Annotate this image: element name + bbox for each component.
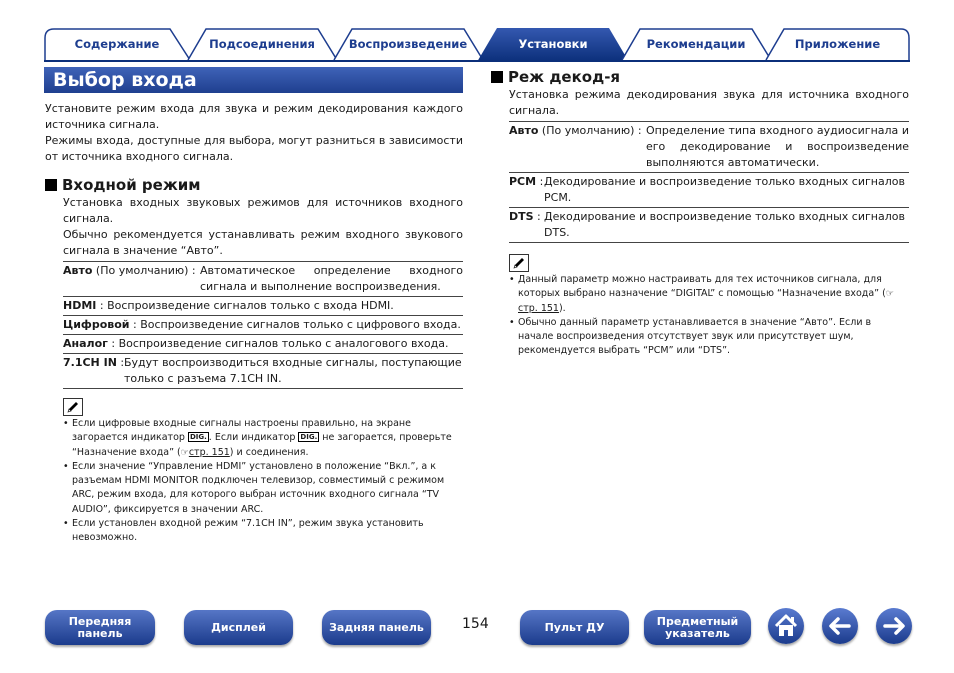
note-text: Если цифровые входные сигналы настроены правильно, на экране загорается индикатор [72, 418, 411, 444]
input-mode-title: Входной режим [62, 176, 201, 194]
page-title: Выбор входа [53, 69, 197, 91]
pointing-hand-icon: ☞ [180, 447, 189, 458]
note-text: . Если индикатор [208, 432, 299, 444]
tab-appendix[interactable] [765, 28, 910, 60]
input-mode-paragraph-2: Обычно рекомендуется устанавливать режим входного звукового сигнала в значение “Авто”. [63, 228, 463, 257]
table-row [63, 353, 463, 389]
option-description: Декодирование и воспроизведение только входных сигналов DTS. [544, 210, 905, 239]
page-reference-link[interactable]: стр. 151 [518, 302, 559, 314]
page-title-bar [44, 67, 463, 93]
back-arrow-icon [822, 608, 858, 644]
decode-mode-table [509, 121, 909, 243]
tab-playback-label: Воспроизведение [348, 37, 468, 51]
table-row [63, 334, 463, 353]
home-icon [768, 608, 804, 644]
option-description: Будут воспроизводиться входные сигналы, поступающие только с разъема 7.1CH IN. [124, 356, 462, 385]
front-panel-button[interactable] [45, 610, 155, 645]
decode-mode-heading [491, 68, 620, 86]
table-row [509, 172, 909, 207]
pointing-hand-icon: ☞ [885, 289, 894, 300]
decode-mode-title: Реж декод-я [508, 68, 621, 86]
intro-paragraph-1: Установите режим входа для звука и режим декодирования каждого источника сигнала. [45, 102, 463, 131]
tab-recommendations-label: Рекомендации [646, 37, 746, 51]
remote-label: Пульт ДУ [544, 620, 605, 634]
note-text: не загорается, проверьте “Назначение входа” ( [72, 432, 452, 458]
rear-panel-label: Задняя панель [329, 620, 424, 634]
remote-button[interactable] [520, 610, 629, 645]
option-key: PCM [509, 175, 537, 188]
note-text: ) и соединения. [229, 446, 309, 458]
note-text: Если установлен входной режим “7.1CH IN”, режим звука установить невозможно. [72, 518, 424, 544]
tab-connections[interactable] [187, 28, 337, 60]
table-row [509, 207, 909, 243]
note-item [509, 316, 909, 359]
input-mode-notes [63, 417, 463, 546]
square-bullet-icon [45, 179, 57, 191]
top-tab-bar [44, 26, 910, 62]
note-text: Обычно данный параметр устанавливается в значение “Авто”. Если в начале воспроизведения отсутствует звук или присутствует шум, рекомендуется выбрать “PCM” или “DTS”. [518, 316, 872, 357]
input-mode-heading [45, 176, 201, 194]
table-row [509, 121, 909, 172]
option-key: Цифровой [63, 318, 130, 331]
input-mode-text [63, 195, 463, 259]
input-mode-table [63, 261, 463, 389]
note-item [63, 460, 463, 517]
tab-settings-label: Установки [518, 37, 588, 51]
tab-contents-label: Содержание [74, 37, 160, 51]
index-button[interactable] [644, 610, 751, 645]
table-row [63, 315, 463, 334]
input-mode-paragraph-1: Установка входных звуковых режимов для источников входного сигнала. [63, 196, 463, 225]
option-key: DTS [509, 210, 534, 223]
front-panel-label: Передняя панель [68, 614, 132, 640]
table-row [63, 296, 463, 315]
dig-indicator-icon: DIG. [300, 433, 318, 442]
note-text: ). [558, 302, 566, 314]
option-separator: : [107, 337, 119, 350]
tab-baseline [44, 60, 910, 62]
back-button[interactable] [822, 608, 858, 644]
home-button[interactable] [768, 608, 804, 644]
option-separator: : [533, 210, 541, 223]
option-separator: : [116, 356, 125, 369]
note-text: Данный параметр можно настраивать для тех источников сигнала, для которых выбрано назначение “DIGITAL” с помощью “Назначение входа” ( [518, 274, 886, 300]
tab-contents[interactable] [44, 28, 190, 60]
option-key: 7.1CH IN [63, 356, 117, 369]
note-item [63, 517, 463, 546]
display-button[interactable] [184, 610, 293, 645]
option-default-label: (По умолчанию) : [538, 124, 642, 137]
note-text: Если значение “Управление HDMI” установлено в положение “Вкл.”, а к разъемам HDMI MONITOR подключен телевизор, совместимый с режимом ARC, режим входа, для которого выбран источник входного сигнала “TV AUDIO”, фиксируется в значении ARC. [72, 460, 445, 515]
index-label: Предметный указатель [656, 614, 739, 640]
table-row [63, 261, 463, 296]
square-bullet-icon [491, 71, 503, 83]
intro-text [45, 101, 463, 165]
option-description: Воспроизведение сигналов только с цифрового входа. [140, 318, 461, 331]
option-separator: : [129, 318, 141, 331]
tab-recommendations[interactable] [621, 28, 771, 60]
decode-mode-text: Установка режима декодирования звука для источника входного сигнала. [509, 88, 909, 117]
pencil-note-icon [509, 254, 529, 272]
note-item [509, 273, 909, 316]
tab-settings[interactable] [477, 26, 629, 62]
option-key: Авто [509, 124, 539, 137]
option-separator: : [536, 175, 544, 188]
option-description: Декодирование и воспроизведение только входных сигналов PCM. [544, 175, 905, 204]
page-reference-link[interactable]: стр. 151 [188, 446, 230, 458]
tab-appendix-label: Приложение [794, 37, 881, 51]
rear-panel-button[interactable] [322, 610, 431, 645]
option-key: Аналог [63, 337, 108, 350]
forward-arrow-icon [876, 608, 912, 644]
tab-playback[interactable] [333, 28, 483, 60]
intro-paragraph-2: Режимы входа, доступные для выбора, могут разниться в зависимости от источника входного сигнала. [45, 134, 463, 163]
option-separator: : [96, 299, 108, 312]
decode-mode-notes [509, 273, 909, 359]
option-default-label: (По умолчанию) : [92, 264, 196, 277]
option-description: Автоматическое определение входного сигнала и выполнение воспроизведения. [200, 264, 463, 293]
tab-connections-label: Подсоединения [209, 37, 315, 51]
note-item [63, 417, 463, 460]
forward-button[interactable] [876, 608, 912, 644]
option-key: Авто [63, 264, 93, 277]
pencil-note-icon [63, 398, 83, 416]
page-number: 154 [462, 616, 489, 632]
option-key: HDMI [63, 299, 97, 312]
dig-indicator-icon: DIG. [189, 433, 207, 442]
option-description: Воспроизведение сигналов только с входа HDMI. [107, 299, 394, 312]
display-label: Дисплей [211, 620, 266, 634]
option-description: Воспроизведение сигналов только с аналогового входа. [118, 337, 449, 350]
option-description: Определение типа входного аудиосигнала и его декодирование и воспроизведение выполняются автоматически. [646, 124, 909, 169]
